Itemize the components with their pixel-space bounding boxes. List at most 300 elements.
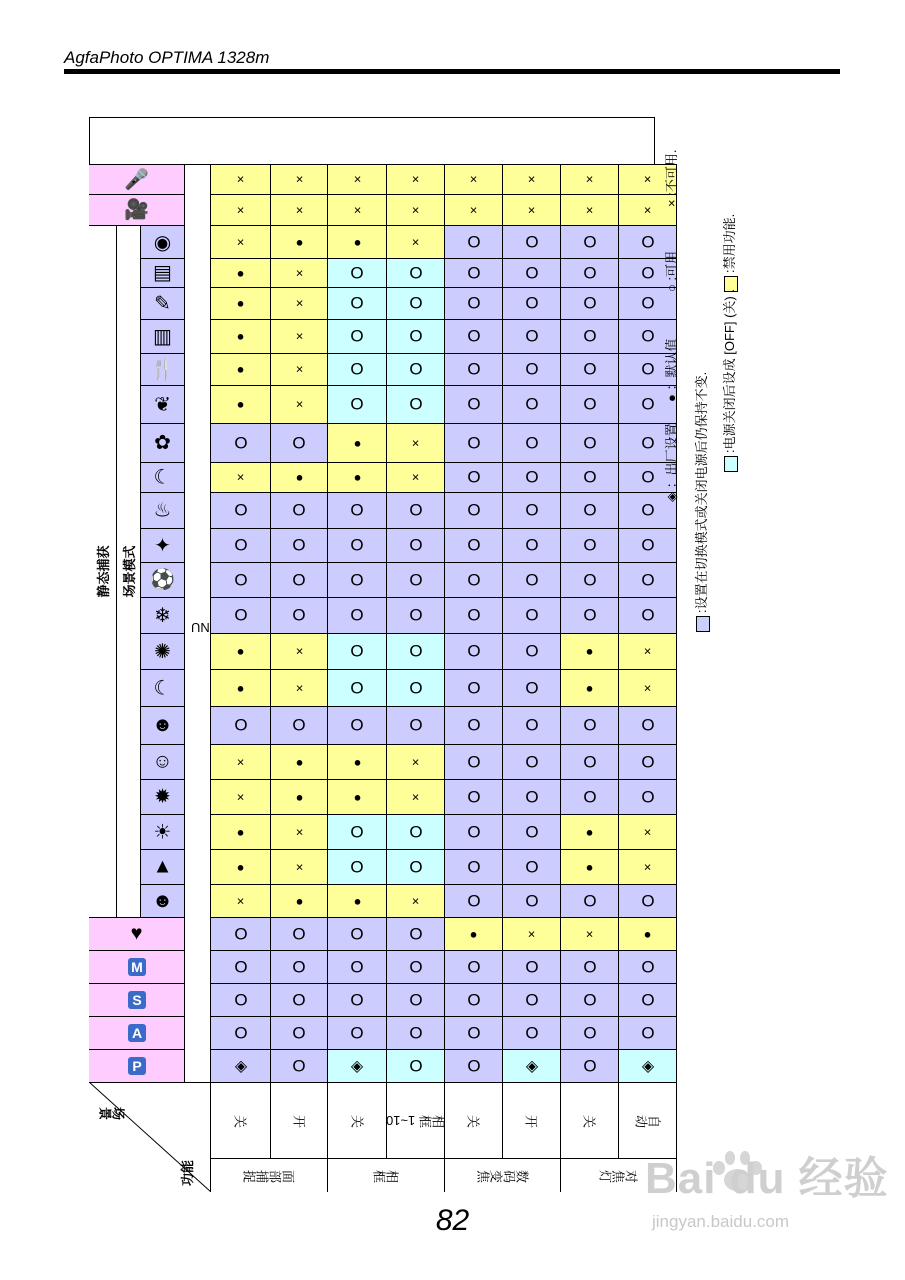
cell-r5-c2	[503, 983, 561, 1016]
cell-r1-c15	[271, 528, 328, 562]
cell-r4-c11	[445, 669, 503, 706]
cyan-swatch	[724, 456, 738, 472]
cell-value: O	[582, 293, 597, 313]
cell-value: O	[582, 715, 597, 735]
mode-header-foliage	[141, 385, 185, 423]
cell-r0-c11	[211, 669, 271, 706]
cell-value: ●	[585, 680, 594, 696]
smile-icon: ☺	[152, 750, 173, 773]
cell-value: O	[640, 433, 655, 453]
cell-value: O	[408, 957, 423, 977]
soft-skin-icon: ✿	[154, 432, 171, 455]
voice-icon: 🎤	[124, 169, 149, 191]
cell-value: ×	[643, 644, 652, 659]
cell-r4-c18	[445, 423, 503, 462]
cell-r0-c20	[211, 353, 271, 385]
cell-r3-c21	[387, 319, 445, 353]
cell-r4-c16	[445, 492, 503, 528]
cell-value: ×	[295, 202, 303, 218]
cell-value: O	[350, 605, 364, 625]
cell-r1-c11	[271, 669, 328, 706]
cell-value: ●	[236, 329, 245, 345]
cell-value: O	[408, 535, 423, 555]
cell-value: ×	[643, 172, 652, 187]
cell-r2-c6	[328, 849, 387, 884]
cell-value: O	[524, 394, 539, 414]
cell-value: ×	[295, 296, 303, 311]
cell-r6-c17	[561, 462, 619, 492]
cell-r6-c10	[561, 706, 619, 744]
cell-value: O	[524, 293, 539, 313]
cell-r5-c20	[503, 353, 561, 385]
cell-r1-c5	[271, 884, 328, 917]
lavender-swatch	[696, 616, 710, 632]
cell-value: ×	[469, 202, 478, 218]
cell-r1-c16	[271, 492, 328, 528]
mode-header-smile	[141, 744, 185, 779]
mode-header-night-portrait	[141, 462, 185, 492]
cell-r0-c6	[211, 849, 271, 884]
setting-label: 相框 1~10	[386, 1113, 445, 1128]
cell-r3-c5	[387, 884, 445, 917]
cell-value: O	[582, 570, 597, 590]
cell-value: O	[408, 359, 423, 379]
cell-r6-c5	[561, 884, 619, 917]
cell-value: ●	[236, 265, 245, 281]
cell-r3-c2	[387, 983, 445, 1016]
cell-r0-c24	[211, 225, 271, 258]
cell-value: O	[466, 326, 481, 346]
cell-value: ×	[585, 202, 594, 218]
aperture-priority-icon: A	[128, 1024, 146, 1042]
cell-r2-c16	[328, 492, 387, 528]
cell-r1-c25	[271, 194, 328, 225]
cell-r4-c13	[445, 597, 503, 633]
mode-header-party	[141, 528, 185, 562]
cell-value: O	[466, 1023, 481, 1043]
cell-value: O	[292, 570, 306, 590]
cell-r0-c4	[211, 917, 271, 950]
cell-r6-c16	[561, 492, 619, 528]
cell-r0-c18	[211, 423, 271, 462]
cell-value: ×	[527, 172, 536, 187]
cell-value: O	[408, 990, 423, 1010]
cell-value: O	[233, 1023, 248, 1043]
function-name: 数码变焦	[476, 1168, 529, 1183]
cell-value: O	[292, 924, 306, 944]
cell-r3-c19	[387, 385, 445, 423]
cell-value: O	[408, 857, 423, 877]
cell-value: O	[582, 787, 597, 807]
cell-value: O	[408, 394, 423, 414]
mode-header-backlight-portrait	[141, 779, 185, 814]
cell-value: ●	[469, 926, 478, 942]
cell-r6-c7	[561, 814, 619, 849]
cell-value: O	[640, 605, 655, 625]
cell-value: O	[350, 500, 364, 520]
cell-value: O	[408, 641, 423, 661]
cell-value: O	[466, 990, 481, 1010]
cell-r5-c26	[503, 164, 561, 194]
cell-value: O	[350, 822, 364, 842]
cell-value: O	[524, 787, 539, 807]
cell-value: O	[292, 605, 306, 625]
cell-value: O	[640, 570, 655, 590]
cell-value: O	[408, 605, 423, 625]
cell-value: ×	[411, 893, 420, 909]
mode-header-fireworks	[141, 633, 185, 669]
cell-value: ●	[353, 789, 361, 805]
cell-r4-c8	[445, 779, 503, 814]
cell-r5-c22	[503, 287, 561, 319]
cell-value: ●	[353, 234, 361, 250]
fireworks-icon: ✺	[154, 641, 171, 664]
cell-value: O	[350, 678, 364, 698]
cell-value: O	[582, 752, 597, 772]
cell-value: ×	[643, 859, 652, 875]
cell-r2-c19	[328, 385, 387, 423]
cell-r5-c8	[503, 779, 561, 814]
cell-value: O	[350, 924, 364, 944]
cell-r0-c13	[211, 597, 271, 633]
cell-r6-c22	[561, 287, 619, 319]
legend-factory: ◈ ：出厂设置	[664, 423, 679, 502]
cell-r0-c15	[211, 528, 271, 562]
legend-available: ○ :可用	[664, 250, 679, 292]
cell-r5-c23	[503, 258, 561, 287]
cell-value: O	[640, 1023, 655, 1043]
cell-value: O	[466, 359, 481, 379]
cell-r3-c4	[387, 917, 445, 950]
cell-value: O	[408, 1023, 423, 1043]
cell-r4-c20	[445, 353, 503, 385]
mode-header-voice	[89, 164, 185, 194]
cell-value: O	[466, 535, 481, 555]
cell-r1-c10	[271, 706, 328, 744]
cell-value: O	[466, 570, 481, 590]
cell-r5-c6	[503, 849, 561, 884]
cell-r4-c22	[445, 287, 503, 319]
cell-r0-c23	[211, 258, 271, 287]
cell-value: O	[350, 293, 364, 313]
cell-r6-c15	[561, 528, 619, 562]
cell-value: O	[408, 570, 423, 590]
setting-label: 关	[467, 1113, 480, 1128]
cell-value: O	[350, 394, 364, 414]
menu-band	[185, 164, 211, 1082]
cell-value: O	[350, 857, 364, 877]
cell-value: O	[640, 359, 655, 379]
cell-value: O	[233, 715, 248, 735]
cell-value: O	[582, 467, 597, 487]
cell-r5-c25	[503, 194, 561, 225]
cell-value: O	[466, 787, 481, 807]
cell-r3-c1	[387, 1016, 445, 1049]
cell-r6-c14	[561, 562, 619, 597]
cell-value: O	[408, 263, 423, 283]
cell-value: O	[582, 1056, 597, 1076]
cell-r3-c24	[387, 225, 445, 258]
corner-scene-label: 场景	[99, 1105, 125, 1120]
cell-value: O	[292, 433, 306, 453]
cell-value: ×	[295, 680, 303, 696]
legend-default: ● ：默认值	[664, 338, 679, 402]
cell-r3-c17	[387, 462, 445, 492]
cell-r0-c0	[211, 1049, 271, 1082]
cell-value: ●	[295, 470, 303, 486]
cell-r5-c11	[503, 669, 561, 706]
cell-value: ●	[236, 362, 245, 378]
cell-r5-c17	[503, 462, 561, 492]
cell-value: O	[408, 326, 423, 346]
cell-value: ●	[643, 926, 652, 942]
cell-value: ×	[527, 926, 536, 942]
cell-r4-c2	[445, 983, 503, 1016]
cell-value: ×	[353, 202, 361, 218]
cell-value: O	[582, 263, 597, 283]
cell-r5-c9	[503, 744, 561, 779]
cell-r0-c17	[211, 462, 271, 492]
cell-value: O	[524, 232, 539, 252]
cell-value: O	[466, 467, 481, 487]
shutter-priority-icon: S	[128, 991, 146, 1009]
cell-value: ●	[236, 397, 245, 413]
cell-r0-c10	[211, 706, 271, 744]
setting-2-1	[503, 1082, 561, 1158]
setting-label: 关	[350, 1113, 364, 1128]
cell-r4-c17	[445, 462, 503, 492]
cell-value: O	[524, 359, 539, 379]
auction-icon: ▤	[153, 262, 172, 285]
cell-value: O	[466, 263, 481, 283]
cell-value: O	[640, 467, 655, 487]
setting-1-1	[387, 1082, 445, 1158]
cell-value: O	[350, 715, 364, 735]
cell-value: ◈	[525, 1058, 538, 1075]
cell-value: ×	[236, 234, 245, 250]
cell-value: O	[408, 924, 423, 944]
cell-value: O	[408, 822, 423, 842]
cell-r1-c23	[271, 258, 328, 287]
cell-r4-c10	[445, 706, 503, 744]
cell-value: O	[582, 957, 597, 977]
cell-r1-c4	[271, 917, 328, 950]
cell-value: ×	[585, 926, 594, 942]
cell-value: ●	[236, 859, 245, 875]
mode-header-shutter-priority	[89, 983, 185, 1016]
sun-burger-icon: ◉	[153, 231, 172, 254]
mode-header-aperture-priority	[89, 1016, 185, 1049]
cell-value: O	[292, 715, 306, 735]
cell-r0-c9	[211, 744, 271, 779]
cell-value: ×	[236, 470, 245, 485]
cell-r2-c18	[328, 423, 387, 462]
cell-r6-c23	[561, 258, 619, 287]
cell-value: O	[582, 433, 597, 453]
cell-value: O	[582, 359, 597, 379]
cell-value: O	[233, 924, 248, 944]
cell-r6-c25	[561, 194, 619, 225]
cell-value: O	[292, 990, 306, 1010]
cell-r3-c18	[387, 423, 445, 462]
cell-r6-c0	[561, 1049, 619, 1082]
cell-value: O	[524, 570, 539, 590]
cell-r3-c6	[387, 849, 445, 884]
mode-header-building	[141, 319, 185, 353]
cell-value: O	[233, 570, 248, 590]
cell-value: O	[466, 715, 481, 735]
cell-r4-c23	[445, 258, 503, 287]
mode-header-program-mode	[89, 1049, 185, 1082]
cell-r2-c21	[328, 319, 387, 353]
cell-r2-c2	[328, 983, 387, 1016]
cell-r1-c12	[271, 633, 328, 669]
cell-value: ●	[236, 824, 245, 840]
cell-value: O	[524, 715, 539, 735]
cell-value: ×	[295, 397, 303, 412]
cell-r4-c0	[445, 1049, 503, 1082]
cell-value: O	[524, 500, 539, 520]
mode-header-snow	[141, 597, 185, 633]
cell-value: O	[292, 957, 306, 977]
cell-r0-c21	[211, 319, 271, 353]
cell-value: O	[466, 678, 481, 698]
cell-r2-c10	[328, 706, 387, 744]
cell-value: O	[582, 232, 597, 252]
cell-r5-c10	[503, 706, 561, 744]
legend	[655, 117, 777, 1192]
cell-value: ×	[295, 824, 303, 840]
cell-r6-c13	[561, 597, 619, 633]
cell-value: O	[292, 500, 306, 520]
cell-r6-c9	[561, 744, 619, 779]
cell-r4-c6	[445, 849, 503, 884]
mode-header-sunset	[141, 814, 185, 849]
cell-r3-c10	[387, 706, 445, 744]
cell-value: ×	[643, 824, 652, 840]
mode-header-anti-shake-heart	[89, 917, 185, 950]
cell-r2-c23	[328, 258, 387, 287]
cell-value: ×	[643, 680, 652, 696]
cell-value: ×	[585, 172, 594, 187]
cell-value: O	[233, 957, 248, 977]
cell-r1-c3	[271, 950, 328, 983]
cell-value: O	[524, 857, 539, 877]
setting-1-0	[328, 1082, 387, 1158]
cell-r4-c1	[445, 1016, 503, 1049]
cell-value: O	[640, 293, 655, 313]
cell-r3-c0	[387, 1049, 445, 1082]
cell-r4-c3	[445, 950, 503, 983]
cell-r2-c20	[328, 353, 387, 385]
cell-value: ×	[295, 329, 303, 344]
cell-r2-c7	[328, 814, 387, 849]
cell-r0-c2	[211, 983, 271, 1016]
cell-r6-c24	[561, 225, 619, 258]
cell-value: O	[466, 752, 481, 772]
cell-value: ×	[643, 202, 652, 218]
kids-icon: ☻	[151, 714, 174, 737]
cell-r2-c25	[328, 194, 387, 225]
cell-r6-c20	[561, 353, 619, 385]
cell-r0-c3	[211, 950, 271, 983]
settings-table-wrapper	[89, 117, 777, 1192]
legend-yellow: :禁用功能.	[719, 214, 738, 292]
cell-r1-c20	[271, 353, 328, 385]
cell-r0-c5	[211, 884, 271, 917]
cell-r1-c17	[271, 462, 328, 492]
cell-value: O	[640, 535, 655, 555]
cell-r1-c13	[271, 597, 328, 633]
night-scene-icon: ☾	[153, 677, 172, 700]
setting-label: 开	[292, 1113, 306, 1128]
cell-r0-c7	[211, 814, 271, 849]
setting-0-0	[211, 1082, 271, 1158]
cell-value: O	[582, 605, 597, 625]
cell-r6-c21	[561, 319, 619, 353]
cell-value: O	[233, 535, 248, 555]
cell-r5-c15	[503, 528, 561, 562]
cell-value: ×	[411, 172, 420, 187]
cell-value: ●	[585, 644, 594, 660]
cell-value: O	[350, 990, 364, 1010]
cell-value: O	[582, 990, 597, 1010]
cell-value: O	[408, 1056, 423, 1076]
cell-r2-c26	[328, 164, 387, 194]
cell-r1-c26	[271, 164, 328, 194]
mode-header-text	[141, 287, 185, 319]
night-portrait-icon: ☾	[153, 467, 172, 489]
mode-header-portrait	[141, 884, 185, 917]
cell-r2-c9	[328, 744, 387, 779]
cell-r2-c4	[328, 917, 387, 950]
cell-value: ×	[236, 754, 245, 770]
cell-value: ×	[236, 172, 245, 187]
cell-r6-c12	[561, 633, 619, 669]
cell-r0-c14	[211, 562, 271, 597]
cell-value: ●	[585, 824, 594, 840]
mode-header-sun-burger	[141, 225, 185, 258]
mode-header-food	[141, 353, 185, 385]
cell-value: ●	[236, 296, 245, 312]
cell-r1-c18	[271, 423, 328, 462]
cell-value: O	[233, 990, 248, 1010]
movie-icon: 🎥	[124, 199, 149, 222]
group-static-label: 静态捕获	[96, 545, 111, 598]
cell-r4-c4	[445, 917, 503, 950]
cell-r4-c24	[445, 225, 503, 258]
cell-r6-c26	[561, 164, 619, 194]
cell-value: ×	[295, 172, 303, 187]
cell-value: ●	[295, 893, 303, 909]
cell-value: O	[524, 957, 539, 977]
cell-r2-c17	[328, 462, 387, 492]
mode-header-night-scene	[141, 669, 185, 706]
cell-r1-c8	[271, 779, 328, 814]
cell-value: ×	[236, 202, 245, 218]
setting-label: 关	[234, 1113, 247, 1128]
cell-r6-c1	[561, 1016, 619, 1049]
mode-header-auction	[141, 258, 185, 287]
cell-r3-c11	[387, 669, 445, 706]
cell-r2-c12	[328, 633, 387, 669]
function-0	[211, 1158, 328, 1192]
group-static-capture	[89, 225, 117, 917]
cell-value: O	[640, 394, 655, 414]
cell-r6-c8	[561, 779, 619, 814]
cell-r4-c26	[445, 164, 503, 194]
cell-value: O	[350, 263, 364, 283]
